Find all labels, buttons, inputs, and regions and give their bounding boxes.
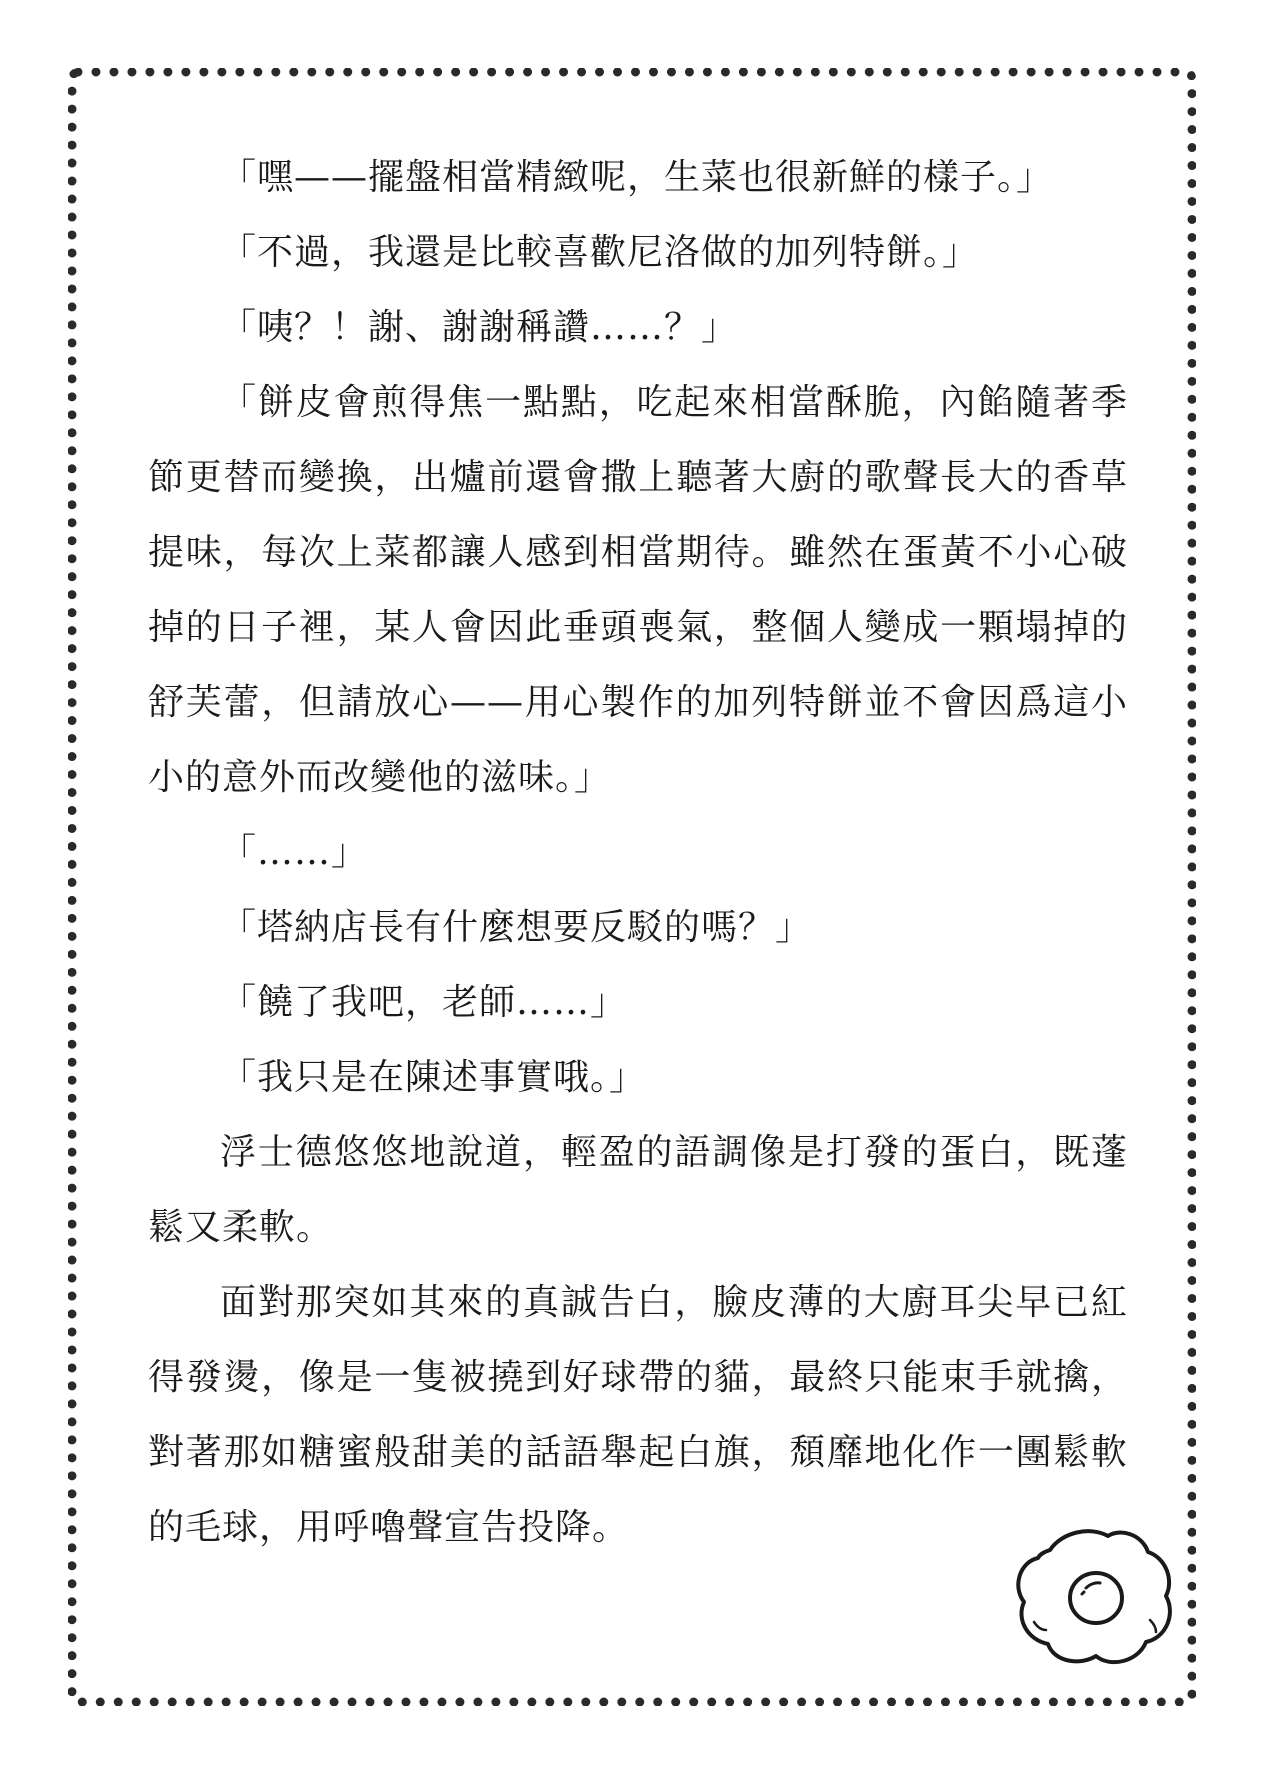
paragraph: 「餅皮會煎得焦一點點，吃起來相當酥脆，內餡隨著季節更替而變換，出爐前還會撒上聽著大廚的歌聲長大的香草提味，每次上菜都讓人感到相當期待。雖然在蛋黃不小心破掉的日子裡，某人會因此垂頭喪氣，整個人變成一顆塌掉的舒芙蕾，但請放心——用心製作的加列特餅並不會因爲這小小的意外而改變他的滋味。」 bbox=[148, 382, 1128, 798]
paragraph: 「不過，我還是比較喜歡尼洛做的加列特餅。」 bbox=[220, 232, 980, 273]
paragraph: 面對那突如其來的真誠告白，臉皮薄的大廚耳尖早已紅得發燙，像是一隻被撓到好球帶的貓，最終只能束手就擒，對著那如糖蜜般甜美的話語舉起白旗，頹靡地化作一團鬆軟的毛球，用呼嚕聲宣告投降。 bbox=[148, 1282, 1128, 1548]
paragraph: 「嘿——擺盤相當精緻呢，生菜也很新鮮的樣子。」 bbox=[220, 157, 1054, 198]
paragraph: 「塔納店長有什麼想要反駁的嗎？」 bbox=[220, 907, 813, 948]
paragraph: 「……」 bbox=[220, 832, 369, 873]
fried-egg-icon bbox=[1010, 1522, 1178, 1672]
paragraph: 浮士德悠悠地說道，輕盈的語調像是打發的蛋白，既蓬鬆又柔軟。 bbox=[148, 1132, 1128, 1248]
paragraph: 「咦？！謝、謝謝稱讚……？」 bbox=[220, 307, 739, 348]
paragraph: 「饒了我吧，老師……」 bbox=[220, 982, 628, 1023]
story-text bbox=[148, 140, 1128, 1565]
paragraph: 「我只是在陳述事實哦。」 bbox=[220, 1057, 647, 1098]
